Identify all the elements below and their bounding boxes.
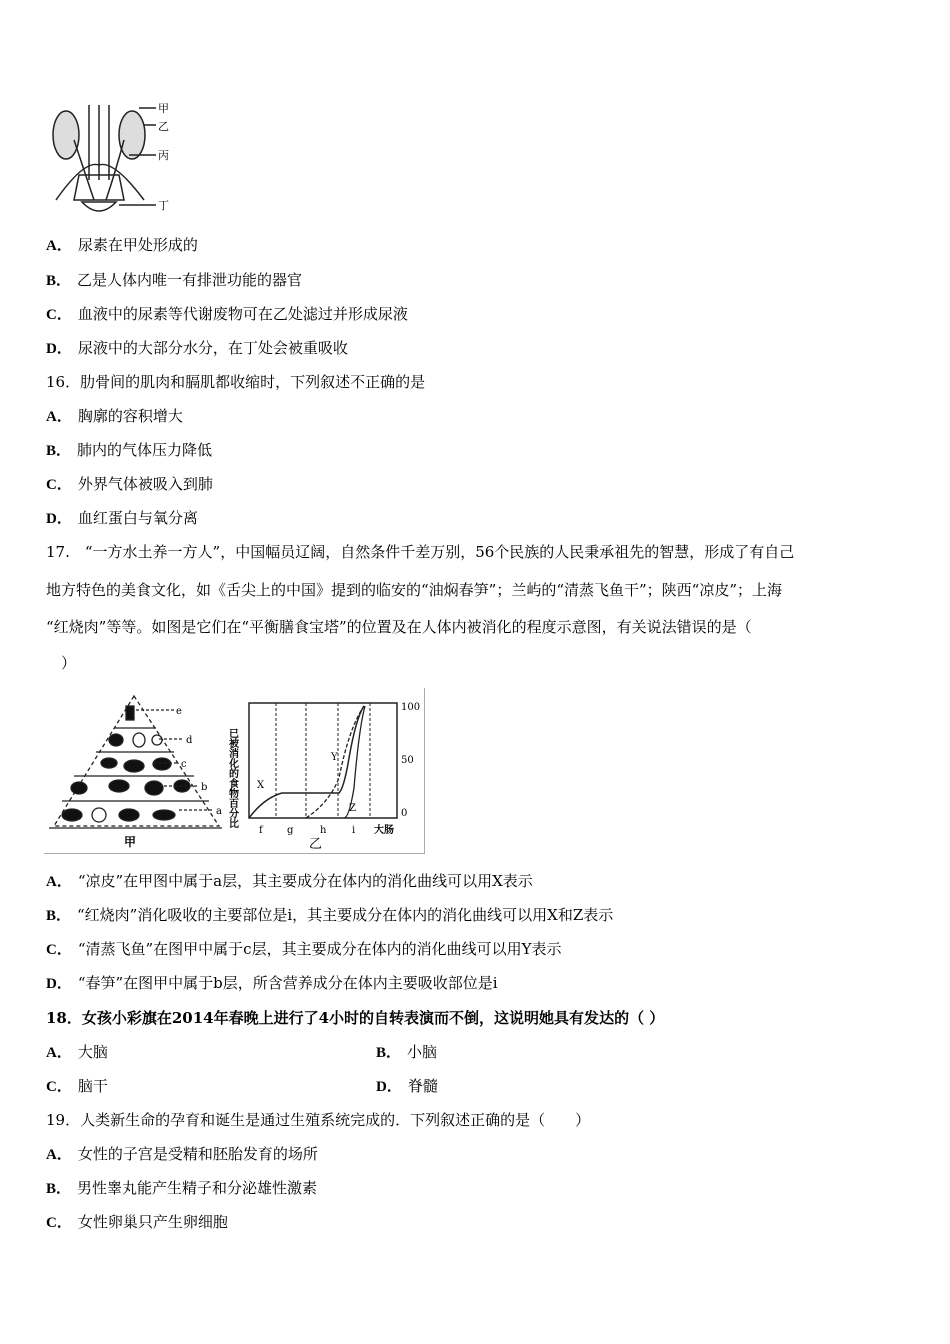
q17-option-c[interactable] <box>46 939 562 960</box>
option-text: “春笋”在图甲中属于b层，所含营养成分在体内主要吸收部位是i <box>77 974 498 992</box>
q17-stem-line: 17. “一方水土养一方人”，中国幅员辽阔，自然条件千差万别，56个民族的人民秉承祖先的智慧，形成了有自己 <box>46 543 795 561</box>
option-label: B． <box>46 1181 72 1197</box>
food-pyramid <box>49 696 222 828</box>
option-label: A． <box>46 409 72 425</box>
option-label: B． <box>46 908 72 924</box>
option-label: A． <box>46 238 72 254</box>
q19-option-a[interactable] <box>46 1144 318 1165</box>
q18-option-d[interactable] <box>376 1076 438 1097</box>
q17-option-d[interactable] <box>46 973 498 994</box>
digestion-graph <box>249 703 397 818</box>
q18-stem: 18．女孩小彩旗在2014年春晚上进行了4小时的自转表演而不倒，这说明她具有发达的（ ） <box>46 1009 665 1027</box>
option-label: B． <box>46 443 72 459</box>
option-label: C． <box>46 1079 72 1095</box>
option-text: 肺内的气体压力降低 <box>77 441 213 459</box>
q15-option-b[interactable] <box>46 270 302 291</box>
q17-option-a[interactable] <box>46 871 533 892</box>
label-bing: 丙 <box>158 149 169 162</box>
option-text: 乙是人体内唯一有排泄功能的器官 <box>77 271 303 289</box>
q17-option-b[interactable] <box>46 905 613 926</box>
option-text: 脊髓 <box>407 1077 438 1095</box>
option-text: “红烧肉”消化吸收的主要部位是i，其主要成分在体内的消化曲线可以用X和Z表示 <box>77 906 614 924</box>
option-text: 脑干 <box>77 1077 108 1095</box>
q15-option-c[interactable] <box>46 304 408 325</box>
option-label: D． <box>46 511 72 527</box>
q19-stem: 19．人类新生命的孕育和诞生是通过生殖系统完成的．下列叙述正确的是（ ） <box>46 1111 591 1129</box>
label-yi: 乙 <box>158 120 169 133</box>
q16-option-b[interactable] <box>46 440 212 461</box>
pyramid-label-e: e <box>176 706 182 717</box>
q16-stem: 16．肋骨间的肌肉和膈肌都收缩时，下列叙述不正确的是 <box>46 373 426 391</box>
option-text: 外界气体被吸入到肺 <box>77 475 213 493</box>
option-text: 女性卵巢只产生卵细胞 <box>77 1213 228 1231</box>
option-label: A． <box>46 1045 72 1061</box>
pyramid-label-d: d <box>186 735 193 746</box>
q16-option-a[interactable] <box>46 406 183 427</box>
option-label: B． <box>46 273 72 289</box>
q19-option-b[interactable] <box>46 1178 317 1199</box>
option-label: C． <box>46 477 72 493</box>
q15-option-d[interactable] <box>46 338 348 359</box>
x-label: i <box>352 825 356 836</box>
q18-option-a[interactable] <box>46 1042 108 1063</box>
option-text: 男性睾丸能产生精子和分泌雄性激素 <box>77 1179 318 1197</box>
option-text: 大脑 <box>77 1043 108 1061</box>
option-label: D． <box>46 341 72 357</box>
x-label: g <box>287 825 294 836</box>
q18-option-c[interactable] <box>46 1076 108 1097</box>
y-tick: 0 <box>401 808 408 819</box>
q17-stem-line: 地方特色的美食文化，如《舌尖上的中国》提到的临安的“油焖春笋”；兰屿的“清蒸飞鱼干”；陕西“凉皮”；上海 <box>46 581 783 599</box>
option-label: D． <box>376 1079 402 1095</box>
option-text: 血红蛋白与氧分离 <box>77 509 198 527</box>
option-label: B． <box>376 1045 402 1061</box>
label-jia: 甲 <box>158 102 169 115</box>
option-label: C． <box>46 1215 72 1231</box>
q19-option-c[interactable] <box>46 1212 228 1233</box>
option-text: “凉皮”在甲图中属于a层，其主要成分在体内的消化曲线可以用X表示 <box>77 872 533 890</box>
q15-option-a[interactable] <box>46 235 198 256</box>
curve-label-y: Y <box>331 752 338 763</box>
curve-label-z: Z <box>349 803 356 814</box>
option-text: 女性的子宫是受精和胚胎发育的场所 <box>77 1145 318 1163</box>
option-label: A． <box>46 1147 72 1163</box>
q18-option-b[interactable] <box>376 1042 437 1063</box>
y-axis-label: 已被消化的食物百分比 <box>226 728 238 828</box>
y-tick: 100 <box>401 702 421 713</box>
curve-x <box>249 706 364 818</box>
y-tick: 50 <box>401 755 414 766</box>
label-ding: 丁 <box>158 199 169 212</box>
pyramid-label-b: b <box>201 782 208 793</box>
urinary-system-figure <box>44 100 184 220</box>
option-text: 血液中的尿素等代谢废物可在乙处滤过并形成尿液 <box>77 305 408 323</box>
option-text: 尿液中的大部分水分，在丁处会被重吸收 <box>77 339 348 357</box>
option-text: 胸廓的容积增大 <box>77 407 183 425</box>
diet-pyramid-digestion-figure <box>44 688 425 854</box>
option-text: 小脑 <box>407 1043 438 1061</box>
option-label: D． <box>46 976 72 992</box>
curve-label-x: X <box>257 780 265 791</box>
x-label: f <box>259 825 263 836</box>
pyramid-label-a: a <box>216 806 222 817</box>
q17-stem-line: “红烧肉”等等。如图是它们在“平衡膳食宝塔”的位置及在人体内被消化的程度示意图，有关说法错误的是（ <box>46 618 752 636</box>
option-text: 尿素在甲处形成的 <box>77 236 198 254</box>
q16-option-c[interactable] <box>46 474 213 495</box>
option-label: C． <box>46 942 72 958</box>
option-text: “清蒸飞鱼”在图甲中属于c层，其主要成分在体内的消化曲线可以用Y表示 <box>77 940 562 958</box>
graph-caption: 乙 <box>309 837 323 852</box>
x-label: h <box>320 825 327 836</box>
pyramid-label-c: c <box>181 759 187 770</box>
x-label: 大肠 <box>374 825 394 836</box>
option-label: C． <box>46 307 72 323</box>
q16-option-d[interactable] <box>46 508 198 529</box>
option-label: A． <box>46 874 72 890</box>
q17-stem-line: ） <box>46 654 77 672</box>
pyramid-caption: 甲 <box>124 835 137 849</box>
